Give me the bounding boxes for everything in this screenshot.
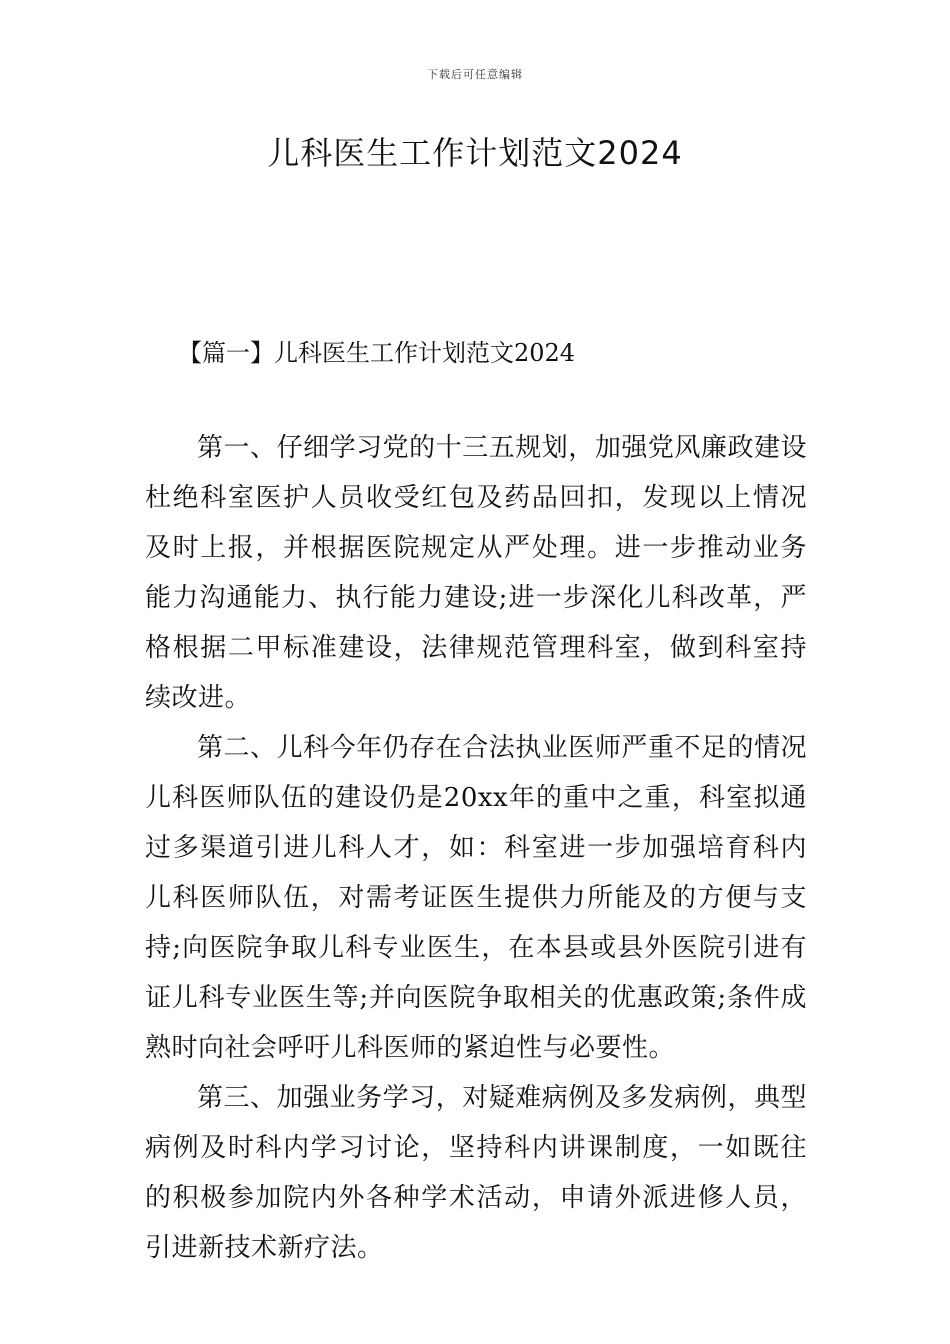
paragraph: 第三、加强业务学习，对疑难病例及多发病例，典型病例及时科内学习讨论，坚持科内讲课制度，一如既往的积极参加院内外各种学术活动，申请外派进修人员，引进新技术新疗法。: [145, 1083, 807, 1263]
paragraph: 第二、儿科今年仍存在合法执业医师严重不足的情况儿科医师队伍的建设仍是20xx年的重中之重，科室拟通过多渠道引进儿科人才，如：科室进一步加强培育科内儿科医师队伍，对需考证医生提供力所能及的方便与支持;向医院争取儿科专业医生，在本县或县外医院引进有证儿科专业医生等;并向医院争取相关的优惠政策;条件成熟时向社会呼吁儿科医师的紧迫性与必要性。: [145, 733, 807, 1063]
document-title: 儿科医生工作计划范文2024: [267, 134, 683, 172]
paragraph: 第一、仔细学习党的十三五规划，加强党风廉政建设杜绝科室医护人员收受红包及药品回扣，发现以上情况及时上报，并根据医院规定从严处理。进一步推动业务能力沟通能力、执行能力建设;进一步深化儿科改革，严格根据二甲标准建设，法律规范管理科室，做到科室持续改进。: [145, 433, 807, 713]
body-text: [145, 423, 807, 1273]
header-note: 下载后可任意编辑: [427, 68, 523, 81]
section-heading: 【篇一】儿科医生工作计划范文2024: [178, 339, 576, 367]
